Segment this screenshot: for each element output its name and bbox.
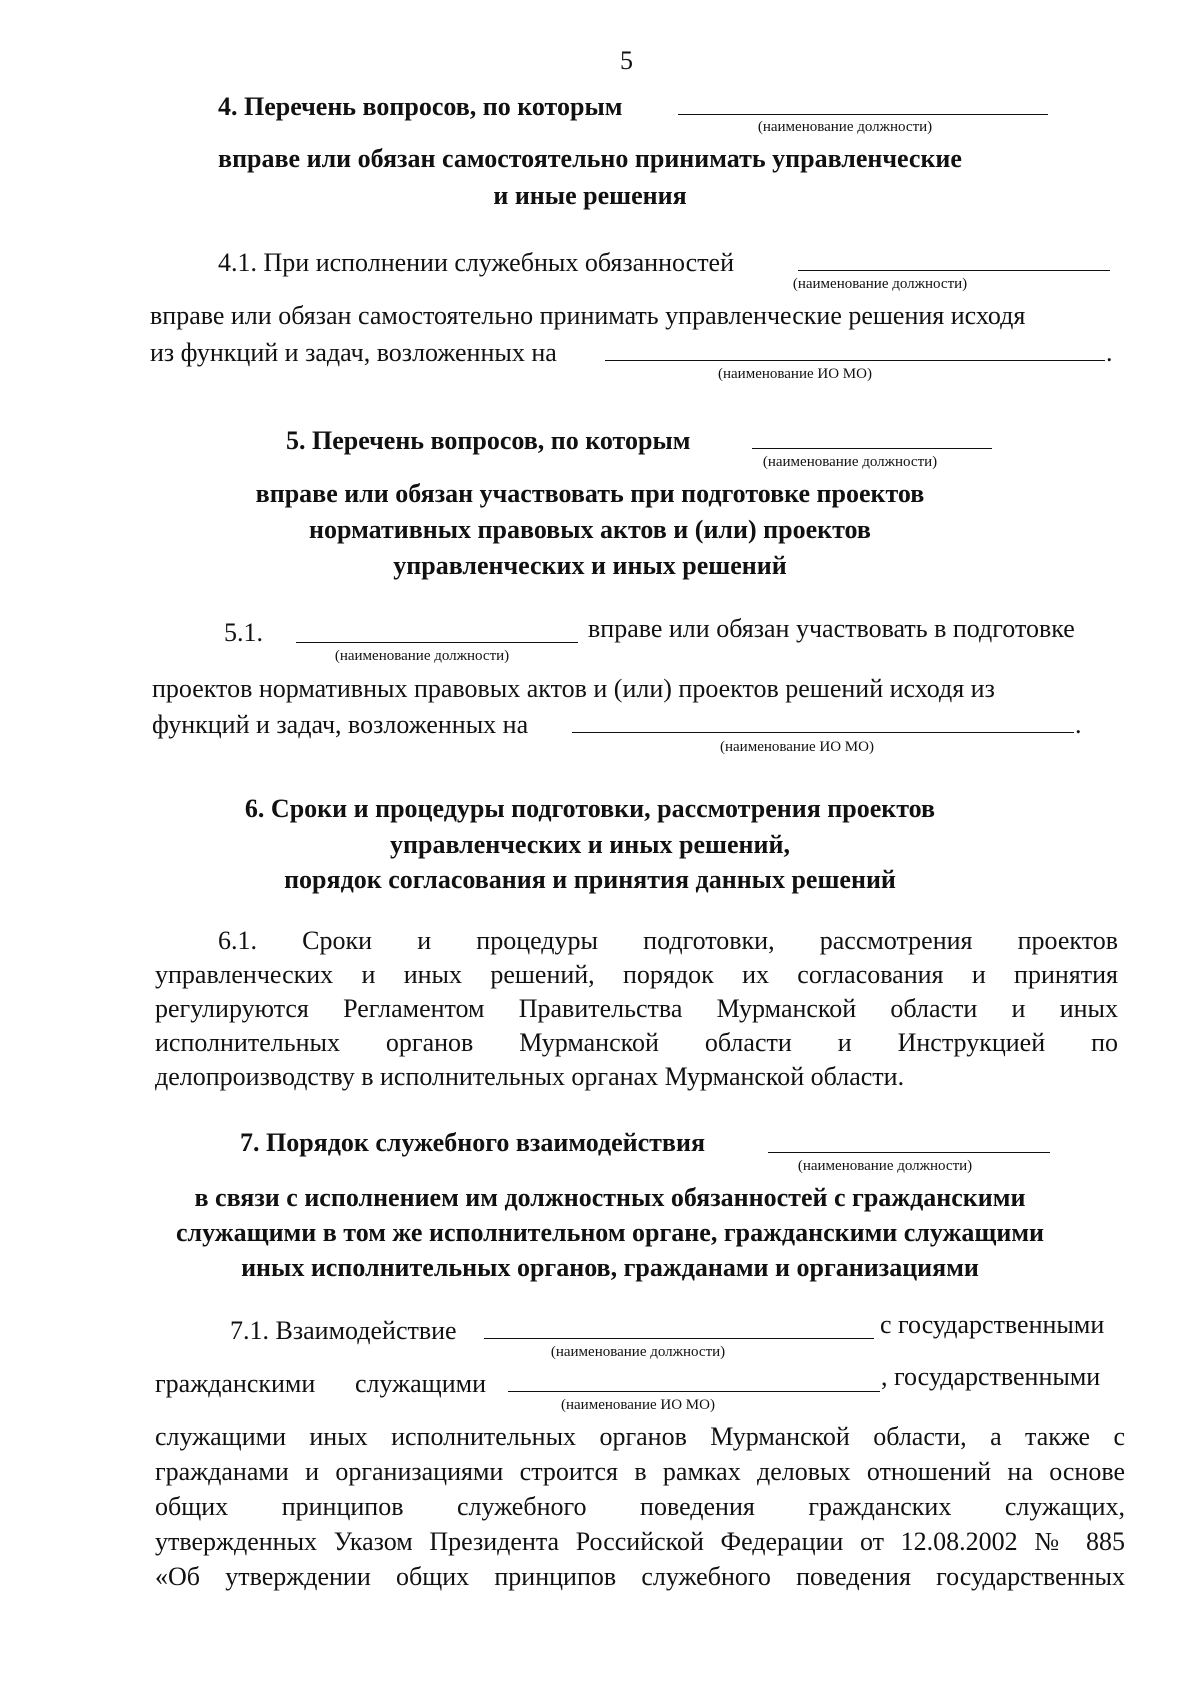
s6-heading-1: 6. Сроки и процедуры подготовки, рассмотрения проектов bbox=[244, 794, 936, 823]
s4-p1-line3: из функций и задач, возложенных на bbox=[150, 338, 557, 367]
s5-heading-3: нормативных правовых актов и (или) проектов bbox=[309, 515, 871, 544]
page-number: 5 bbox=[620, 46, 633, 75]
s5-heading-blank bbox=[752, 448, 992, 449]
s5-p1-end: . bbox=[1075, 710, 1082, 739]
s7-heading-caption: (наименование должности) bbox=[797, 1158, 973, 1174]
s5-p1-line3: функций и задач, возложенных на bbox=[152, 710, 529, 739]
s4-p1-caption-1: (наименование должности) bbox=[792, 276, 968, 292]
s7-p1-line2-a: гражданскими bbox=[155, 1369, 316, 1398]
s5-p1-blank-1 bbox=[296, 642, 578, 643]
s7-p1-caption-1: (наименование должности) bbox=[550, 1344, 726, 1360]
s6-heading-3: порядок согласования и принятия данных решений bbox=[284, 865, 896, 894]
s7-p1-line2-b: служащими bbox=[355, 1369, 486, 1398]
s6-line-1: 6.1. Сроки и процедуры подготовки, рассмотрения проектов bbox=[218, 926, 1118, 955]
s7-p1-tail: с государственными bbox=[880, 1310, 1105, 1339]
s4-heading-3: и иные решения bbox=[493, 181, 687, 210]
s4-p1-line2: вправе или обязан самостоятельно принимать управленческие решения исходя bbox=[150, 301, 1026, 330]
s5-p1-tail: вправе или обязан участвовать в подготовке bbox=[588, 614, 1075, 643]
s4-heading-caption: (наименование должности) bbox=[757, 119, 933, 135]
s7-p1-line2-tail: , государственными bbox=[881, 1362, 1101, 1391]
s7-heading-4: иных исполнительных органов, гражданами и организациями bbox=[241, 1253, 979, 1282]
s5-p1-line2: проектов нормативных правовых актов и (или) проектов решений исходя из bbox=[152, 674, 995, 703]
s7-line-1: служащими иных исполнительных органов Мурманской области, а также с bbox=[155, 1422, 1125, 1451]
s5-heading-4: управленческих и иных решений bbox=[393, 551, 787, 580]
s7-heading-lead: 7. Порядок служебного взаимодействия bbox=[240, 1128, 706, 1157]
s7-line-5: «Об утверждении общих принципов служебного поведения государственных bbox=[155, 1562, 1125, 1591]
s7-heading-2: в связи с исполнением им должностных обязанностей с гражданскими bbox=[194, 1183, 1026, 1212]
s7-p1-lead: 7.1. Взаимодействие bbox=[230, 1316, 457, 1345]
s4-p1-lead: 4.1. При исполнении служебных обязанностей bbox=[218, 248, 735, 277]
s5-heading-lead: 5. Перечень вопросов, по которым bbox=[286, 426, 691, 455]
s6-heading-2: управленческих и иных решений, bbox=[390, 830, 790, 859]
s5-p1-caption-1: (наименование должности) bbox=[334, 648, 510, 664]
s5-p1-caption-2: (наименование ИО МО) bbox=[720, 739, 874, 755]
s6-line-4: исполнительных органов Мурманской области и Инструкцией по bbox=[155, 1028, 1118, 1057]
s4-heading-lead: 4. Перечень вопросов, по которым bbox=[218, 92, 623, 121]
s5-heading-2: вправе или обязан участвовать при подготовке проектов bbox=[255, 479, 925, 508]
s5-p1-num: 5.1. bbox=[224, 618, 263, 647]
s6-line-3: регулируются Регламентом Правительства Мурманской области и иных bbox=[155, 994, 1118, 1023]
s7-p1-caption-2: (наименование ИО МО) bbox=[561, 1397, 715, 1413]
s7-heading-3: служащими в том же исполнительном органе, гражданскими служащими bbox=[175, 1218, 1045, 1247]
s4-heading-2: вправе или обязан самостоятельно принимать управленческие bbox=[218, 144, 962, 173]
s5-heading-caption: (наименование должности) bbox=[762, 454, 938, 470]
s4-p1-blank-1 bbox=[798, 270, 1110, 271]
s7-line-3: общих принципов служебного поведения гражданских служащих, bbox=[155, 1492, 1125, 1521]
s6-line-2: управленческих и иных решений, порядок их согласования и принятия bbox=[155, 960, 1118, 989]
s7-heading-blank bbox=[768, 1152, 1050, 1153]
s7-p1-blank-1 bbox=[484, 1338, 874, 1339]
s5-p1-blank-2 bbox=[572, 732, 1074, 733]
s6-last-line: делопроизводству в исполнительных органах Мурманской области. bbox=[155, 1062, 905, 1091]
s4-p1-end: . bbox=[1106, 338, 1113, 367]
s7-line-2: гражданами и организациями строится в рамках деловых отношений на основе bbox=[155, 1457, 1125, 1486]
s4-p1-caption-2: (наименование ИО МО) bbox=[718, 366, 872, 382]
s4-heading-blank bbox=[678, 114, 1048, 115]
s7-line-4: утвержденных Указом Президента Российской Федерации от 12.08.2002 № 885 bbox=[155, 1527, 1125, 1556]
s4-p1-blank-2 bbox=[605, 360, 1105, 361]
s7-p1-blank-2 bbox=[508, 1391, 880, 1392]
